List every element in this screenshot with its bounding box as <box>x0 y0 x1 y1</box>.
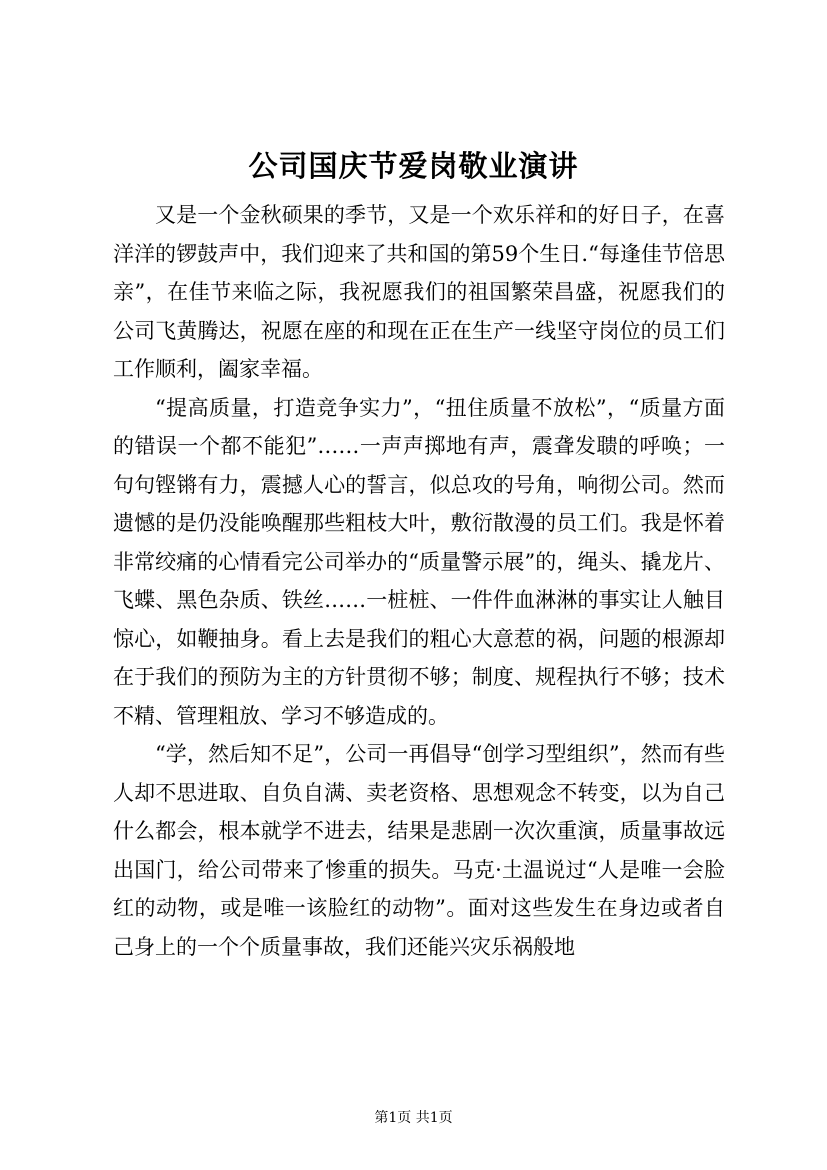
document-body <box>113 196 725 966</box>
paragraph-3: “学，然后知不足”，公司一再倡导“创学习型组织”，然而有些人却不思进取、自负自满、卖老资格、思想观念不转变，以为自己什么都会，根本就学不进去，结果是悲剧一次次重演，质量事故远出国门，给公司带来了惨重的损失。马克·土温说过“人是唯一会脸红的动物，或是唯一该脸红的动物”。面对这些发生在身边或者自己身上的一个个质量事故，我们还能兴灾乐祸般地 <box>113 742 725 959</box>
document-title: 公司国庆节爱岗敬业演讲 <box>248 149 579 183</box>
paragraph-2: “提高质量，打造竞争实力”，“扭住质量不放松”，“质量方面的错误一个都不能犯”……一声声掷地有声，震聋发聩的呼唤；一句句铿锵有力，震撼人心的誓言，似总攻的号角，响彻公司。然而遗憾的是仍没能唤醒那些粗枝大叶，敷衍散漫的员工们。我是怀着非常绞痛的心情看完公司举办的“质量警示展”的，绳头、撬龙片、飞蝶、黑色杂质、铁丝……一桩桩、一件件血淋淋的事实让人触目惊心，如鞭抽身。看上去是我们的粗心大意惹的祸，问题的根源却在于我们的预防为主的方针贯彻不够；制度、规程执行不够；技术不精、管理粗放、学习不够造成的。 <box>113 395 725 728</box>
paragraph-1: 又是一个金秋硕果的季节，又是一个欢乐祥和的好日子，在喜洋洋的锣鼓声中，我们迎来了共和国的第59个生日.“每逢佳节倍思亲”，在佳节来临之际，我祝愿我们的祖国繁荣昌盛，祝愿我们的公司飞黄腾达，祝愿在座的和现在正在生产一线坚守岗位的员工们工作顺利，阖家幸福。 <box>113 203 725 381</box>
page-footer: 第1页 共1页 <box>374 1110 453 1126</box>
